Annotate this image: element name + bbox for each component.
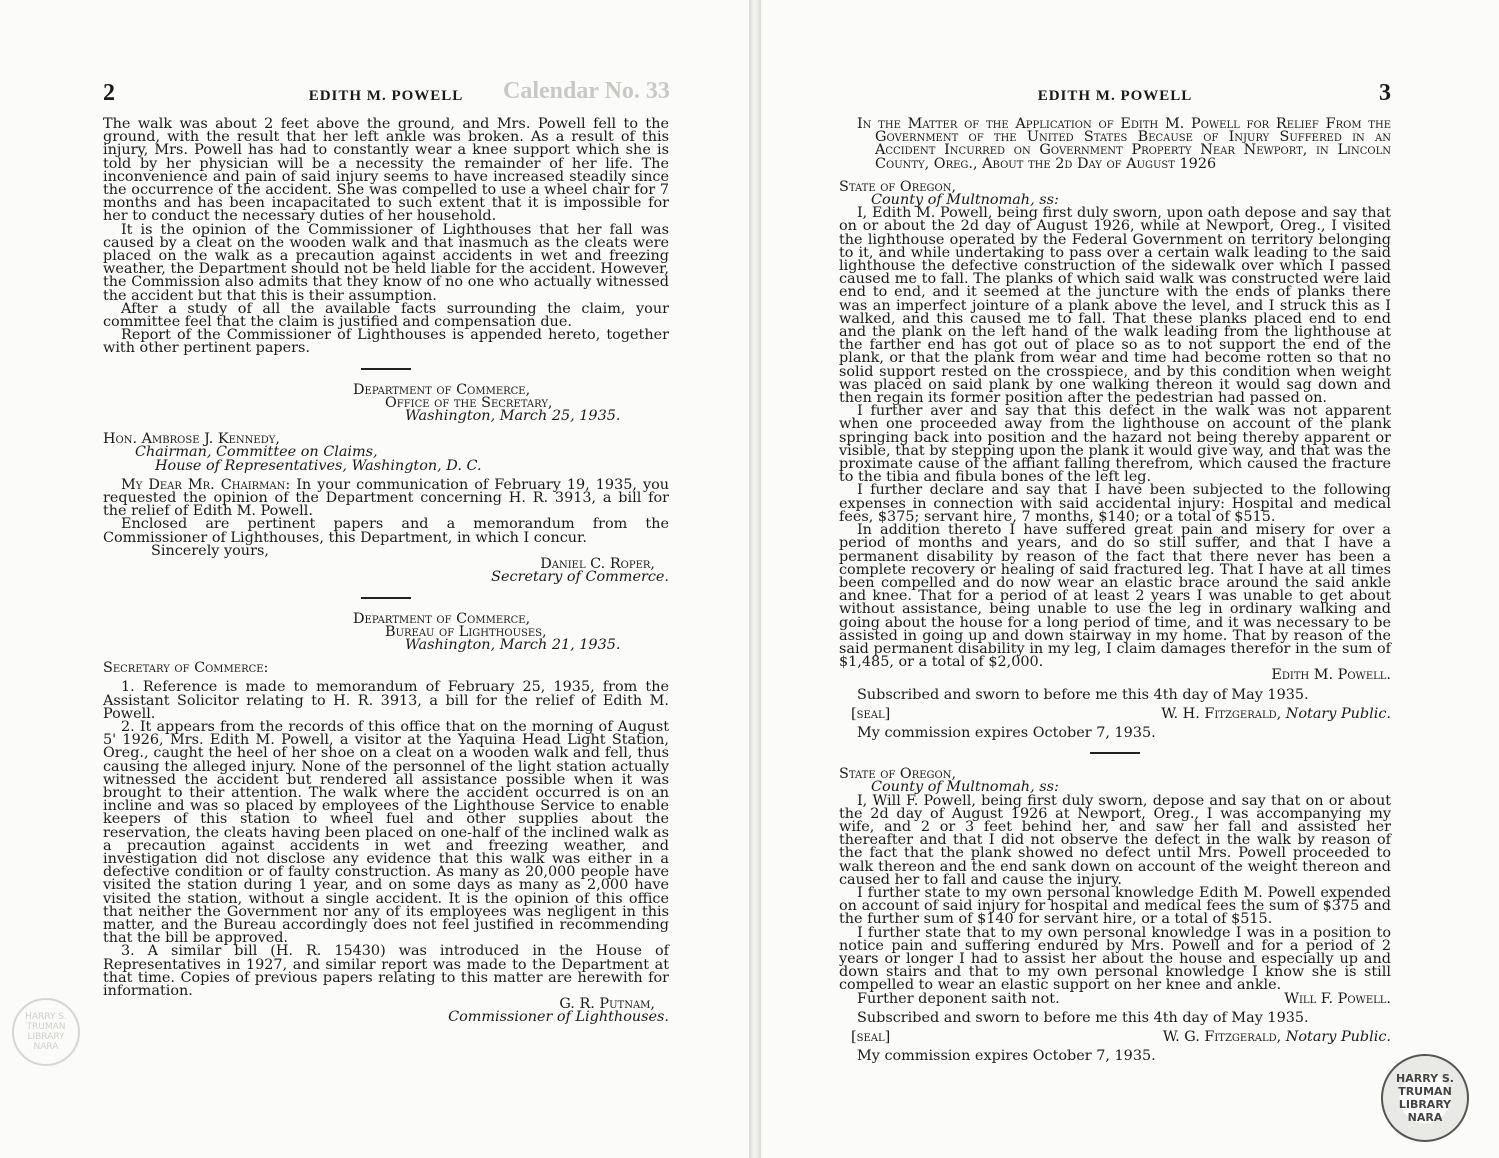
notary-line (839, 1031, 1391, 1044)
section-divider (1090, 752, 1140, 754)
letter-body (103, 476, 670, 520)
letter-body-text: In your communication of February 19, 1935, you requested the opinion of the Department concerning H. R. 3913, a bill for the relief of Edith M. Powell. (103, 476, 670, 520)
letter-salutation: My Dear Mr. Chairman: (121, 476, 291, 493)
further-deponent: Further deponent saith not. (857, 990, 1060, 1007)
venue-state: State of Oregon, (839, 766, 957, 783)
notary-title: Notary Public. (1285, 1029, 1391, 1045)
affiant-signature: Edith M. Powell. (1271, 667, 1391, 684)
affidavit-caption: In the Matter of the Application of Edith M. Powell for Relief From the Government of the United States Because of Injury Suffered in an Accident Incurred on Government Property Near Newport, in Lincoln County, Oreg., About the 2d Day of August 1926 (857, 116, 1391, 172)
stamp-text: HARRY S. TRUMAN LIBRARY NARA (1396, 1072, 1454, 1124)
signer-title: Secretary of Commerce. (491, 569, 669, 586)
letter-dateline: Washington, March 25, 1935. (405, 408, 621, 425)
letterhead-bureau: Bureau of Lighthouses, (385, 623, 547, 640)
affidavit-paragraph: I, Will F. Powell, being first duly sworn, depose and say that on or about the 2d day of August 1926 at Newport, Oreg., I was accompanying my wife, and 2 or 3 feet behind her, and saw her fall and assisted her thereafter and that I did not observe the defect in the walk by reason of the fact that the plank showed no defect until Mrs. Powell proceeded to walk thereon and the end sank down on account of the weight thereon and caused her to fall and cause the injury. (839, 792, 1391, 888)
memo-item: 2. It appears from the records of this office that on the morning of August 5' 1926, Mrs. Edith M. Powell, a visitor at the Yaquina Head Light Station, Oreg., caught the heel of her shoe on a cleat on a wooden walk and fell, thus causing the alleged injury. None of the personnel of the light station actually witnessed the accident but rendered all assistance possible when it was brought to their attention. The walk where the accident occurred is on an incline and was so placed by employees of the Lighthouse Service to enable keepers of this station to wheel fuel and other supplies about the reservation, the cleats having been placed on one-half of the inclined walk as a precaution against accidents in wet and freezing weather, and investigation did not disclose any evidence that this walk was either in a defective condition or of faulty construction. As many as 20,000 people have visited the station during 1 year, and on some days as many as 2,000 have visited the station, without a single accident. It is the opinion of this office that neither the Government nor any of its employees was negligent in this matter, and the Bureau accordingly does not feel justified in recommending that the bill be approved. (103, 718, 669, 947)
running-title-right: EDITH M. POWELL (1037, 88, 1193, 104)
addressee-place: House of Representatives, Washington, D. C. (155, 457, 482, 474)
notary-signature (1163, 1031, 1391, 1044)
letter-body: Enclosed are pertinent papers and a memorandum from the Commissioner of Lighthouses, this Department, in which I concur. (103, 516, 669, 546)
signature-block (103, 558, 669, 584)
letterhead-commerce-secretary (353, 381, 669, 425)
seal-label: [seal] (851, 1029, 891, 1045)
seal-label: [seal] (851, 705, 891, 722)
memo-item: 1. Reference is made to memorandum of February 25, 1935, from the Assistant Solicitor relating to H. R. 3913, a bill for the relief of Edith M. Powell. (103, 679, 669, 722)
faded-stamp-text: HARRY S. TRUMAN LIBRARY NARA (25, 1012, 67, 1052)
memo-item: 3. A similar bill (H. R. 15430) was introduced in the House of Representatives in 1927, and similar report was made to the Department at that time. Copies of previous papers relating to this matter are herewith for information. (103, 943, 669, 999)
letterhead-lighthouses (353, 610, 669, 653)
affiant-signature: Will F. Powell. (1284, 990, 1391, 1007)
affidavit-paragraph: I further declare and say that I have been subjected to the following expenses in connection with said accidental injury: Hospital and medical fees, $375; servant hire, 7 months, $140; or a total of $515. (839, 482, 1391, 525)
page-number-left: 2 (103, 80, 115, 106)
letter-closing: Sincerely yours, (151, 542, 269, 559)
memo-salutation: Secretary of Commerce: (103, 660, 269, 677)
page-number-right: 3 (1379, 80, 1391, 106)
notary-signature (1161, 705, 1391, 722)
venue-county: County of Multnomah, ss: (871, 779, 1059, 796)
section-divider (361, 368, 411, 370)
affidavit-paragraph: I further state that to my own personal knowledge I was in a position to notice pain and suffering endured by Mrs. Powell and for a period of 2 years or longer I had to assist her about the house and especially up and down stairs and that to my own personal knowledge I know she is still compelled to wear an elastic support on her knee and ankle. (839, 924, 1391, 994)
report-paragraph: After a study of all the available facts surrounding the claim, your committee feel that the claim is justified and compensation due. (103, 300, 669, 331)
addressee-name: Hon. Ambrose J. Kennedy, (103, 431, 280, 448)
page-left (0, 0, 749, 1158)
page-gutter (749, 0, 761, 1158)
report-paragraph: The walk was about 2 feet above the ground, and Mrs. Powell fell to the ground, with the result that her left ankle was broken. As a result of this injury, Mrs. Powell has had to constantly wear a knee support which she is told by her physician will be a necessity the remainder of her life. The inconvenience and pain of said injury seems to have increased steadily since the occurrence of the accident. She was compelled to use a wheel chair for 7 months and has been incapacitated to such extent that it is impossible for her to conduct the necessary duties of her household. (103, 116, 669, 225)
letterhead-office: Office of the Secretary, (385, 394, 553, 411)
signer-title: Commissioner of Lighthouses. (448, 1009, 669, 1026)
notary-name: W. G. Fitzgerald, (1162, 1029, 1282, 1045)
signature-block (103, 998, 669, 1024)
truman-library-stamp (1381, 1054, 1469, 1142)
bleed-through-text: Calendar No. 33 (503, 78, 670, 104)
section-divider (361, 597, 411, 599)
notary-title: Notary Public. (1285, 705, 1391, 722)
jurat: Subscribed and sworn to before me this 4th day of May 1935. (857, 686, 1309, 703)
running-header-right (839, 80, 1391, 112)
letterhead-dept: Department of Commerce, (353, 610, 531, 627)
running-header-left (103, 78, 670, 112)
venue-county: County of Multnomah, ss: (871, 192, 1059, 209)
report-paragraph: Report of the Commissioner of Lighthouses is appended hereto, together with other pertinent papers. (103, 327, 669, 357)
report-paragraph: It is the opinion of the Commissioner of Lighthouses that her fall was caused by a cleat on the wooden walk and that inasmuch as the cleats were placed on the walk as a precaution against accidents in wet and freezing weather, the Department should not be held liable for the accident. However, the Commission also admits that they know of no one who actually witnessed the accident but that this is their assumption. (103, 221, 669, 304)
page-right (761, 0, 1499, 1158)
faded-library-stamp (12, 998, 80, 1066)
commission-expiry: My commission expires October 7, 1935. (857, 724, 1156, 741)
affidavit-paragraph: I further aver and say that this defect in the walk was not apparent when one proceeded away from the lighthouse on account of the plank springing back into position and the hazard not being thereby apparent or visible, that by stepping upon the plank it would give way, and that was the proximate cause of the affiant falling therefrom, which caused the fracture to the tibia and fibula bones of the left leg. (839, 403, 1391, 486)
affidavit-paragraph: In addition thereto I have suffered great pain and misery for over a period of months and years, and do so still suffer, and that I have a permanent disability by reason of the fact that there never has been a complete recovery or healing of said fractured leg. That I have at all times been compelled and do now wear an elastic brace around the said ankle and knee. That for a period of at least 2 years I was unable to get about without assistance, being unable to use the leg in ordinary walking and going about the house for a long period of time, and it was necessary to be assisted in going up and down stairway in my home. That by reason of the said permanent disability in my leg, I claim damages therefor in the sum of $1,485, or a total of $2,000. (839, 522, 1391, 671)
notary-name: W. H. Fitzgerald, (1161, 705, 1282, 722)
running-title-left: EDITH M. POWELL (308, 88, 464, 104)
jurat: Subscribed and sworn to before me this 4th day of May 1935. (857, 1009, 1309, 1026)
further-deponent-line (839, 990, 1391, 1007)
venue-state: State of Oregon, (839, 178, 957, 195)
affidavit-paragraph: I further state to my own personal knowledge Edith M. Powell expended on account of said injury for hospital and medical fees the sum of $375 and the further sum of $140 for servant hire, or a total of $515. (839, 884, 1391, 928)
addressee-title: Chairman, Committee on Claims, (135, 444, 378, 461)
affidavit-paragraph: I, Edith M. Powell, being first duly sworn, upon oath depose and say that on or about the 2d day of August 1926, while at Newport, Oreg., I visited the lighthouse operated by the Federal Government on territory belonging to it, and while undertaking to pass over a certain walk leading to the said lighthouse the defective construction of the sidewalk over which I passed caused me to fall. The planks of which said walk was constructed were laid end to end, and it seemed at the juncture with the ends of planks there was an imperfect jointure of a plank above the level, and I struck this as I walked, and this caused me to fall. That these planks placed end to end and the plank on the left hand of the walk leading from the lighthouse at the farther end has got out of place so as to not support the end of the plank, or that the plank from wear and time had become rotten so that no solid support rested on the crosspiece, and by this condition when weight was placed on said plank by one walking thereon it would sag down and then regain its former position after the pedestrian had passed on. (839, 205, 1391, 407)
letterhead-dept: Department of Commerce, (353, 381, 531, 398)
commission-expiry: My commission expires October 7, 1935. (857, 1048, 1156, 1065)
signer-name: G. R. Putnam, (559, 996, 655, 1013)
signer-name: Daniel C. Roper, (540, 556, 655, 573)
notary-line (839, 705, 1391, 722)
letter-dateline: Washington, March 21, 1935. (405, 636, 621, 653)
